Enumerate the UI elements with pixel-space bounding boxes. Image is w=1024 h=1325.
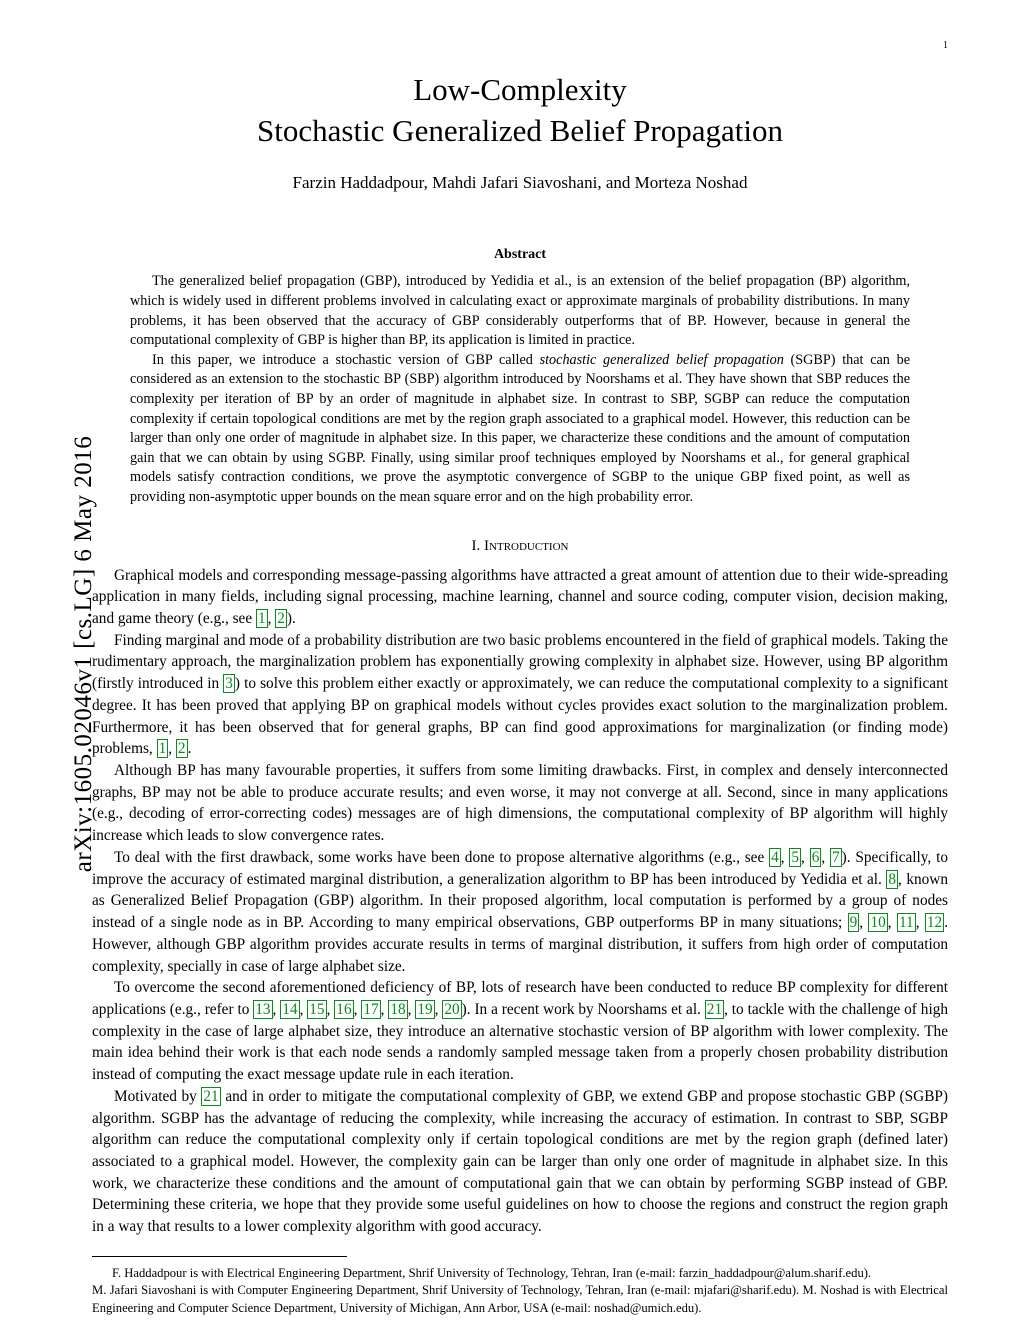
title-line-1: Low-Complexity xyxy=(413,72,627,107)
abstract-p2-emphasis: stochastic generalized belief propagation xyxy=(539,351,784,368)
citation-link[interactable]: 5 xyxy=(791,848,800,866)
section-heading-introduction xyxy=(92,538,948,555)
p6-text-b: and in order to mitigate the computational complexity of GBP, we extend GBP and propose stochastic GBP (SGBP) algorithm. SGBP has the advantage of reducing the complexity, while increasing the accuracy of estimation. In contrast to SBP, SGBP algorithm can reduce the computational complexity only if certain topological conditions are met by the region graph (defined later) associated to a graphical model. However, the complexity gain can be larger than only one order of magnitude in alphabet size. In this work, we characterize these conditions and the amount of computational gain that we can obtain by performing SGBP instead of GBP. Determining these criteria, we hope that they provide some useful guidelines on how to choose the regions and construct the region graph in a way that results to a lower complexity algorithm with good accuracy. xyxy=(92,1087,948,1236)
p2-text-d: . xyxy=(187,740,192,758)
citation-link[interactable]: 18 xyxy=(390,1000,406,1018)
intro-paragraph-6 xyxy=(92,1086,948,1238)
citation-link[interactable]: 10 xyxy=(870,914,886,932)
abstract-heading: Abstract xyxy=(493,247,547,263)
citation-link[interactable]: 17 xyxy=(363,1000,379,1018)
p1-sep-1: , xyxy=(267,610,276,627)
abstract-paragraph-1: The generalized belief propagation (GBP), introduced by Yedidia et al., is an extension of the belief propagation (BP) algorithm, which is widely used in different problems involved in calculating exact or approximate marginals of probability distributions. In many problems, it has been observed that the accuracy of GBP considerably outperforms that of BP. However, because in general the computational complexity of GBP is higher than BP, its application is limited in practice. xyxy=(130,273,910,349)
citation-link[interactable]: 14 xyxy=(282,1000,298,1018)
citation-link[interactable]: 11 xyxy=(898,914,914,932)
p4-text-b: ). Specifically, to improve the accuracy of estimated marginal distribution, a generalization algorithm to BP has been introduced by Yedidia et al. xyxy=(92,848,948,888)
citation-link[interactable]: 21 xyxy=(203,1087,219,1105)
citation-link[interactable]: 1 xyxy=(158,740,167,758)
p5-sep-4: , xyxy=(353,1000,362,1018)
p1-text-c: ). xyxy=(286,610,296,627)
footnote-divider xyxy=(92,1256,347,1257)
citation-link[interactable]: 19 xyxy=(417,1000,433,1018)
p4-sep-3: , xyxy=(821,848,830,866)
p4-text-d: . However, although GBP algorithm provides accurate results in terms of marginal distribution, it suffers from high order of computation complexity, specially in case of large alphabet size. xyxy=(92,914,949,975)
title-line-2: Stochastic Generalized Belief Propagation xyxy=(257,113,783,149)
citation-link[interactable]: 2 xyxy=(177,740,186,758)
p1-text-a: Graphical models and corresponding message-passing algorithms have attracted a great amount of attention due to their wide-spreading application in many fields, including signal processing, machine learning, channel and source coding, computer vision, decision making, and game theory (e.g., see xyxy=(92,566,948,627)
p5-text-c: , to tackle with the challenge of high complexity in the case of large alphabet size, they introduce an alternative stochastic version of BP algorithm with lower complexity. The main idea behind their work is that each node sends a randomly sampled message taken from a properly chosen probability distribution instead of computing the exact message update rule in each iteration. xyxy=(92,1000,948,1084)
citation-link[interactable]: 1 xyxy=(257,610,266,627)
intro-paragraph-2 xyxy=(92,630,948,760)
citation-link[interactable]: 8 xyxy=(888,870,897,888)
p6-text-a: Motivated by xyxy=(114,1087,202,1105)
citation-link[interactable]: 20 xyxy=(444,1000,460,1018)
footnote-affiliation-2: M. Jafari Siavoshani is with Computer Engineering Department, Shrif University of Technology, Tehran, Iran (e-mail: mjafari@sharif.edu). M. Noshad is with Electrical Engineering and Computer Science Department, University of Michigan, Ann Arbor, USA (e-mail: noshad@umich.edu). xyxy=(92,1283,948,1315)
intro-paragraph-1 xyxy=(92,565,948,630)
p2-text-a: Finding marginal and mode of a probability distribution are two basic problems encountered in the field of graphical models. Taking the rudimentary approach, the marginalization problem has exponentially growing complexity in alphabet size. However, using BP algorithm (firstly introduced in xyxy=(92,631,948,693)
abstract-p2-text-b: (SGBP) that can be considered as an extension to the stochastic BP (SBP) algorithm introduced by Noorshams et al. They have shown that SBP reduces the complexity per iteration of BP by an order of magnitude in alphabet size. In contrast to SBP, SGBP can reduce the computation complexity if certain topological conditions are met by the region graph associated to a graphical model. However, this reduction can be larger than only one order of magnitude in alphabet size. In this paper, we characterize these conditions and the amount of computation gain that we can obtain by using SGBP. Finally, using similar proof techniques employed by Noorshams et al., for general graphical models satisfy contraction conditions, we prove the asymptotic convergence of SGBP to the unique GBP fixed point, as well as providing non-asymptotic upper bounds on the mean square error and on the high probability error. xyxy=(130,351,910,505)
page-title xyxy=(92,69,948,151)
footnote-affiliation-1 xyxy=(92,1265,948,1282)
p4-sep-6: , xyxy=(915,914,925,932)
abstract-section xyxy=(92,247,948,507)
section-title: Introduction xyxy=(484,537,569,554)
p5-sep-1: , xyxy=(272,1000,281,1018)
arxiv-identifier-stamp: arXiv:1605.02046v1 [cs.LG] 6 May 2016 xyxy=(70,435,97,873)
p4-sep-1: , xyxy=(780,848,790,866)
section-number: I. xyxy=(471,537,481,554)
p4-text-a: To deal with the first drawback, some works have been done to propose alternative algorithms (e.g., see xyxy=(114,848,770,866)
p5-sep-3: , xyxy=(326,1000,335,1018)
p2-sep-1: , xyxy=(168,740,176,758)
citation-link[interactable]: 12 xyxy=(926,914,943,932)
p4-text-c: , known as Generalized Belief Propagation (GBP) algorithm. In their proposed algorithm, local computation is performed by a group of nodes instead of a single node as in BP. According to many empirical observations, GBP outperforms BP in many situations; xyxy=(92,870,948,932)
abstract-paragraph-2 xyxy=(130,351,910,508)
citation-link[interactable]: 3 xyxy=(225,675,233,693)
p5-sep-2: , xyxy=(299,1000,308,1018)
author-list: Farzin Haddadpour, Mahdi Jafari Siavoshani, and Morteza Noshad xyxy=(292,173,748,193)
p5-text-a: To overcome the second aforementioned deficiency of BP, lots of research have been conducted to reduce BP complexity for different applications (e.g., refer to xyxy=(92,979,948,1018)
citation-link[interactable]: 21 xyxy=(706,1000,723,1018)
citation-link[interactable]: 7 xyxy=(831,848,840,866)
citation-link[interactable]: 16 xyxy=(336,1000,352,1018)
p5-sep-6: , xyxy=(407,1000,416,1018)
p4-sep-4: , xyxy=(859,914,869,932)
p2-text-b: ) to solve this problem either exactly or approximately, we can reduce the computational complexity to a significant degree. It has been proved that applying BP on graphical models without cycles provides exact solution to the marginalization problem. Furthermore, it has been observed that for general graphs, BP can find good approximations for marginalization (or finding mode) problems, xyxy=(92,675,948,758)
intro-paragraph-5 xyxy=(92,977,948,1086)
p5-text-b: ). In a recent work by Noorshams et al. xyxy=(461,1000,705,1018)
footnote-text-1: F. Haddadpour is with Electrical Engineering Department, Shrif University of Technology, Tehran, Iran (e-mail: farzin_haddadpour@alum.sharif.edu). xyxy=(112,1265,872,1280)
p5-sep-7: , xyxy=(434,1000,443,1018)
p4-sep-2: , xyxy=(801,848,810,866)
page-number: 1 xyxy=(943,40,948,51)
p4-sep-5: , xyxy=(887,914,897,932)
citation-link[interactable]: 6 xyxy=(811,848,820,866)
citation-link[interactable]: 13 xyxy=(255,1000,271,1018)
p5-sep-5: , xyxy=(380,1000,389,1018)
paper-content xyxy=(92,40,948,1317)
citation-link[interactable]: 9 xyxy=(849,914,858,932)
intro-paragraph-4 xyxy=(92,847,948,977)
intro-paragraph-3: Although BP has many favourable properties, it suffers from some limiting drawbacks. First, in complex and densely interconnected graphs, BP may not be able to produce accurate results; and even worse, it may not converge at all. Second, since in many applications (e.g., decoding of error-correcting codes) messages are of high dimensions, the computational complexity of BP algorithm will highly increase which leads to slow convergence rates. xyxy=(92,762,948,845)
citation-link[interactable]: 2 xyxy=(277,610,285,627)
citation-link[interactable]: 4 xyxy=(771,848,779,866)
citation-link[interactable]: 15 xyxy=(309,1000,325,1018)
abstract-p2-text-a: In this paper, we introduce a stochastic version of GBP called xyxy=(152,351,540,368)
